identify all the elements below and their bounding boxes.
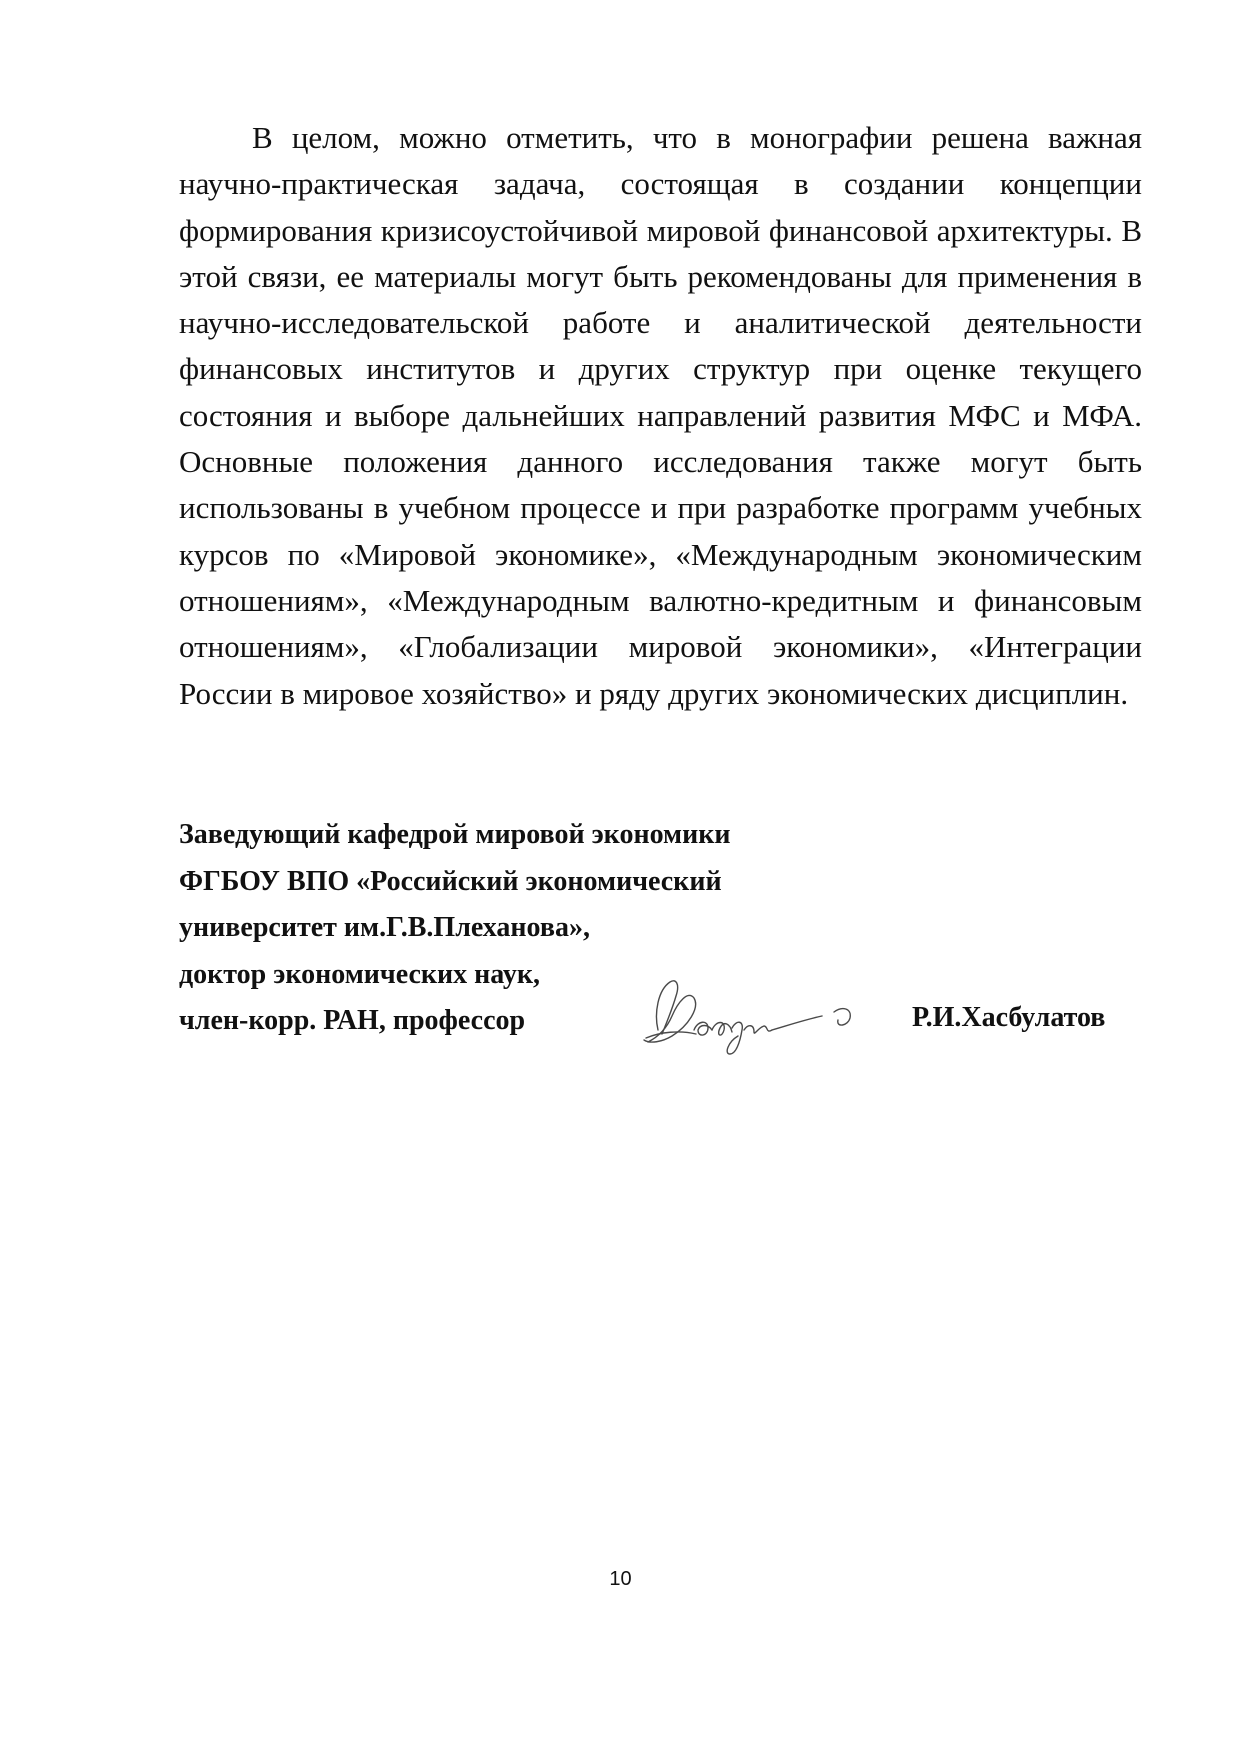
signer-name: Р.И.Хасбулатов bbox=[912, 1002, 1106, 1033]
signature-line-university: университет им.Г.В.Плеханова», bbox=[179, 912, 590, 943]
signature-line-title: член-корр. РАН, профессор bbox=[179, 1005, 526, 1036]
page-number: 10 bbox=[609, 1568, 632, 1590]
signature-line-organization: ФГБОУ ВПО «Российский экономический bbox=[179, 865, 722, 897]
signature-line-position: Заведующий кафедрой мировой экономики bbox=[179, 819, 731, 850]
body-paragraph: В целом, можно отметить, что в монографии решена важная научно-практическая задача, состоящая в создании концепции формирования кризисоустойчивой мировой финансовой архитектуры. В этой связи, ее материалы могут быть рекомендованы для применения в научно-исследовательской работе и аналитической деятельности финансовых институтов и других структур при оценке текущего состояния и выборе дальнейших направлений развития МФС и МФА. Основные положения данного исследования также могут быть использованы в учебном процессе и при разработке программ учебных курсов по «Мировой экономике», «Международным экономическим отношениям», «Международным валютно-кредитным и финансовым отношениям», «Глобализации мировой экономики», «Интеграции России в мировое хозяйство» и ряду других экономических дисциплин. bbox=[179, 120, 1142, 711]
signature-line-degree: доктор экономических наук, bbox=[179, 958, 541, 990]
handwritten-signature-icon bbox=[636, 968, 862, 1060]
